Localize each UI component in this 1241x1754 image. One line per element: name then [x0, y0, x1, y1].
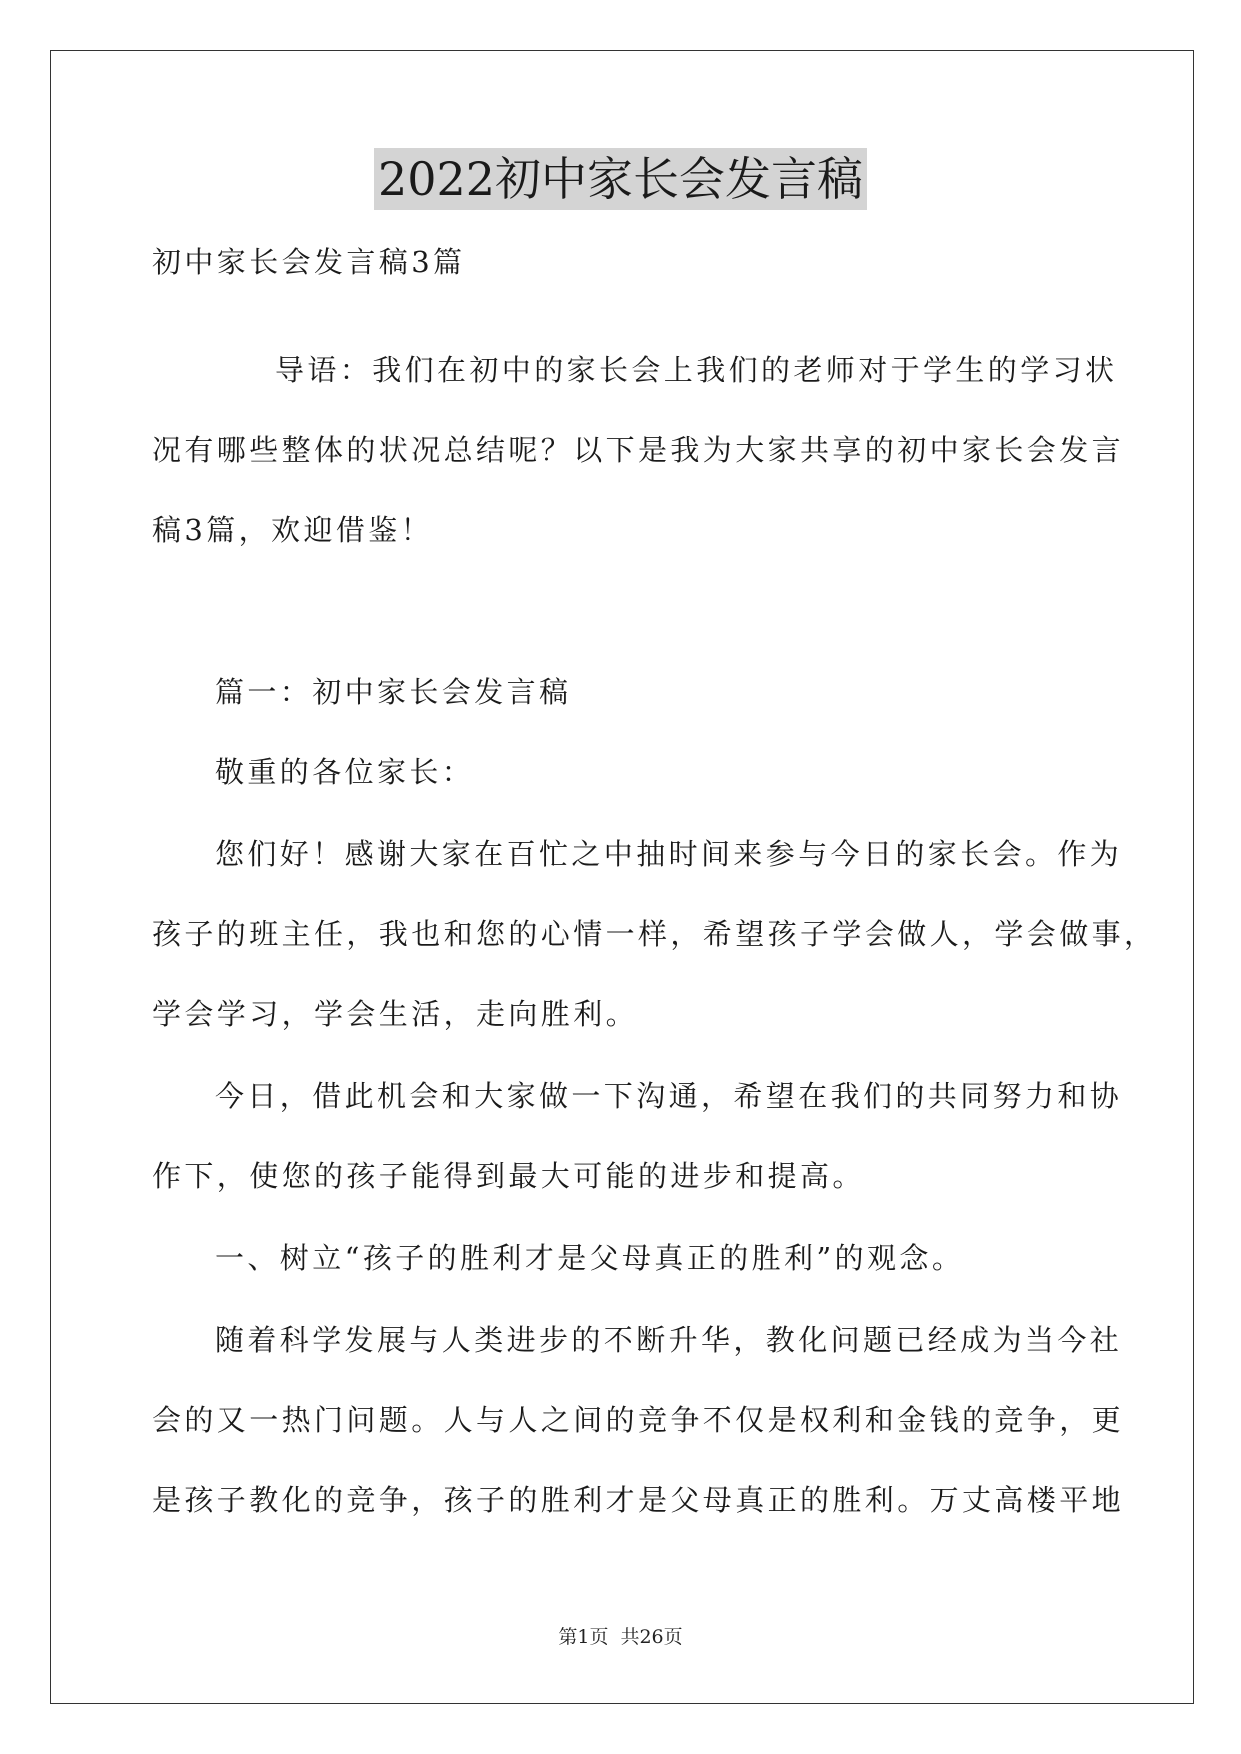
body-line: 孩子的班主任，我也和您的心情一样，希望孩子学会做人，学会做事，	[152, 917, 1157, 951]
body-line: 一、树立“孩子的胜利才是父母真正的胜利”的观念。	[215, 1241, 965, 1275]
body-line: 况有哪些整体的状况总结呢？以下是我为大家共享的初中家长会发言	[152, 433, 1125, 467]
body-line: 敬重的各位家长：	[215, 755, 475, 789]
body-line: 今日，借此机会和大家做一下沟通，希望在我们的共同努力和协	[215, 1079, 1123, 1113]
body-line: 会的又一热门问题。人与人之间的竞争不仅是权利和金钱的竞争，更	[152, 1403, 1125, 1437]
page-number: 第1页	[558, 1626, 609, 1648]
body-line: 作下，使您的孩子能得到最大可能的进步和提高。	[152, 1159, 865, 1193]
body-line: 稿3篇，欢迎借鉴！	[152, 513, 434, 547]
title-wrap	[0, 148, 1241, 210]
body-line: 随着科学发展与人类进步的不断升华，教化问题已经成为当今社	[215, 1323, 1123, 1357]
page-total: 共26页	[620, 1626, 683, 1648]
body-line: 学会学习，学会生活，走向胜利。	[152, 997, 639, 1031]
body-line: 您们好！感谢大家在百忙之中抽时间来参与今日的家长会。作为	[215, 837, 1123, 871]
page-border	[50, 50, 1194, 1704]
document-title: 2022初中家长会发言稿	[374, 148, 867, 210]
page-footer	[0, 1625, 1241, 1649]
section-heading: 篇一：初中家长会发言稿	[215, 675, 572, 709]
subtitle-line: 初中家长会发言稿3篇	[152, 245, 466, 279]
body-line: 导语：我们在初中的家长会上我们的老师对于学生的学习状	[275, 353, 1118, 387]
body-line: 是孩子教化的竞争，孩子的胜利才是父母真正的胜利。万丈高楼平地	[152, 1483, 1125, 1517]
